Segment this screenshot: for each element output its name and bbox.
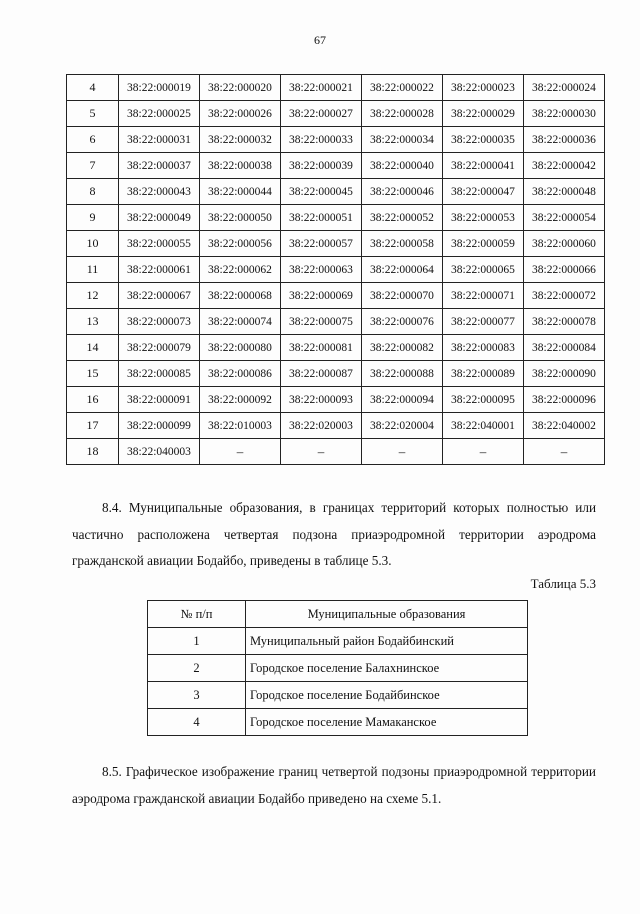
- cadastral-cell: 38:22:000033: [281, 127, 362, 153]
- cadastral-cell: 38:22:000056: [200, 231, 281, 257]
- table-row: [67, 335, 605, 361]
- paragraph-8-4-text: 8.4. Муниципальные образования, в границах территорий которых полностью или частично расположена четвертая подзона приаэродромной территории аэродрома гражданской авиации Бодайбо, приведены в таблице 5.3.: [72, 500, 596, 568]
- table-row: [67, 387, 605, 413]
- table-row: [67, 231, 605, 257]
- cadastral-cell: 38:22:000093: [281, 387, 362, 413]
- municipality-name: Муниципальный район Бодайбинский: [246, 628, 528, 655]
- row-number: 12: [67, 283, 119, 309]
- row-number: 14: [67, 335, 119, 361]
- row-number: 8: [67, 179, 119, 205]
- cadastral-cell: 38:22:000094: [362, 387, 443, 413]
- cadastral-cell: 38:22:040001: [443, 413, 524, 439]
- row-number: 5: [67, 101, 119, 127]
- cadastral-cell: 38:22:000090: [524, 361, 605, 387]
- cadastral-cell: 38:22:000095: [443, 387, 524, 413]
- cadastral-cell: –: [200, 439, 281, 465]
- row-number: 15: [67, 361, 119, 387]
- cadastral-cell: 38:22:000058: [362, 231, 443, 257]
- cadastral-cell: 38:22:000046: [362, 179, 443, 205]
- cadastral-cell: 38:22:000024: [524, 75, 605, 101]
- cadastral-cell: 38:22:000045: [281, 179, 362, 205]
- cadastral-cell: 38:22:000087: [281, 361, 362, 387]
- cadastral-cell: 38:22:000083: [443, 335, 524, 361]
- row-number: 4: [67, 75, 119, 101]
- row-number: 3: [148, 682, 246, 709]
- cadastral-cell: 38:22:000032: [200, 127, 281, 153]
- cadastral-cell: 38:22:000066: [524, 257, 605, 283]
- cadastral-cell: 38:22:000036: [524, 127, 605, 153]
- cadastral-cell: 38:22:000027: [281, 101, 362, 127]
- cadastral-cell: 38:22:000049: [119, 205, 200, 231]
- cadastral-cell: 38:22:000055: [119, 231, 200, 257]
- cadastral-cell: 38:22:000039: [281, 153, 362, 179]
- cadastral-cell: 38:22:000088: [362, 361, 443, 387]
- cadastral-cell: 38:22:000092: [200, 387, 281, 413]
- cadastral-cell: 38:22:000096: [524, 387, 605, 413]
- cadastral-cell: 38:22:020004: [362, 413, 443, 439]
- cadastral-cell: 38:22:000023: [443, 75, 524, 101]
- cadastral-cell: 38:22:000035: [443, 127, 524, 153]
- table-row: [67, 439, 605, 465]
- cadastral-cell: 38:22:000054: [524, 205, 605, 231]
- cadastral-cell: 38:22:000069: [281, 283, 362, 309]
- cadastral-cell: 38:22:040002: [524, 413, 605, 439]
- table-row: [67, 179, 605, 205]
- row-number: 2: [148, 655, 246, 682]
- paragraph-8-4: [72, 495, 596, 575]
- cadastral-cell: 38:22:000089: [443, 361, 524, 387]
- municipality-name: Городское поселение Балахнинское: [246, 655, 528, 682]
- municipalities-table: [147, 600, 528, 736]
- cadastral-cell: 38:22:000038: [200, 153, 281, 179]
- cadastral-cell: 38:22:000060: [524, 231, 605, 257]
- cadastral-cell: 38:22:000077: [443, 309, 524, 335]
- row-number: 4: [148, 709, 246, 736]
- cadastral-cell: 38:22:000030: [524, 101, 605, 127]
- row-number: 6: [67, 127, 119, 153]
- header-number: № п/п: [148, 601, 246, 628]
- table-caption: Таблица 5.3: [530, 576, 596, 591]
- table-row: [67, 127, 605, 153]
- cadastral-cell: 38:22:000062: [200, 257, 281, 283]
- page-number: 67: [314, 33, 326, 47]
- paragraph-8-5: [72, 759, 596, 812]
- municipality-name: Городское поселение Бодайбинское: [246, 682, 528, 709]
- table-row: [148, 655, 528, 682]
- table-row: [67, 309, 605, 335]
- cadastral-cell: 38:22:000051: [281, 205, 362, 231]
- cadastral-cell: 38:22:000025: [119, 101, 200, 127]
- cadastral-cell: 38:22:000020: [200, 75, 281, 101]
- table-row: [148, 682, 528, 709]
- cadastral-table-body: [67, 75, 605, 465]
- table-row: [67, 75, 605, 101]
- cadastral-cell: 38:22:000063: [281, 257, 362, 283]
- table-row: [148, 709, 528, 736]
- cadastral-cell: 38:22:000064: [362, 257, 443, 283]
- cadastral-cell: 38:22:000042: [524, 153, 605, 179]
- table-row: [67, 153, 605, 179]
- cadastral-cell: 38:22:000071: [443, 283, 524, 309]
- cadastral-cell: 38:22:000065: [443, 257, 524, 283]
- row-number: 10: [67, 231, 119, 257]
- cadastral-cell: 38:22:000052: [362, 205, 443, 231]
- cadastral-cell: 38:22:000079: [119, 335, 200, 361]
- cadastral-cell: 38:22:000081: [281, 335, 362, 361]
- cadastral-cell: 38:22:000072: [524, 283, 605, 309]
- row-number: 17: [67, 413, 119, 439]
- municipality-name: Городское поселение Мамаканское: [246, 709, 528, 736]
- cadastral-cell: –: [443, 439, 524, 465]
- cadastral-cell: 38:22:000080: [200, 335, 281, 361]
- cadastral-cell: 38:22:000031: [119, 127, 200, 153]
- row-number: 13: [67, 309, 119, 335]
- cadastral-cell: 38:22:000028: [362, 101, 443, 127]
- table-row: [67, 205, 605, 231]
- table-row: [67, 413, 605, 439]
- cadastral-cell: –: [362, 439, 443, 465]
- cadastral-cell: 38:22:000099: [119, 413, 200, 439]
- cadastral-cell: 38:22:000037: [119, 153, 200, 179]
- table-row: [67, 257, 605, 283]
- cadastral-cell: 38:22:000061: [119, 257, 200, 283]
- row-number: 11: [67, 257, 119, 283]
- cadastral-cell: 38:22:000091: [119, 387, 200, 413]
- table-row: [67, 101, 605, 127]
- cadastral-cell: 38:22:000075: [281, 309, 362, 335]
- row-number: 7: [67, 153, 119, 179]
- row-number: 16: [67, 387, 119, 413]
- cadastral-cell: 38:22:000022: [362, 75, 443, 101]
- paragraph-8-5-text: 8.5. Графическое изображение границ четвертой подзоны приаэродромной территории аэродрома гражданской авиации Бодайбо приведено на схеме 5.1.: [72, 764, 596, 806]
- cadastral-cell: 38:22:000067: [119, 283, 200, 309]
- cadastral-cell: 38:22:000040: [362, 153, 443, 179]
- municipalities-table-body: [148, 628, 528, 736]
- table-row: [148, 628, 528, 655]
- cadastral-cell: 38:22:000085: [119, 361, 200, 387]
- header-municipalities: Муниципальные образования: [246, 601, 528, 628]
- cadastral-cell: 38:22:000082: [362, 335, 443, 361]
- row-number: 18: [67, 439, 119, 465]
- cadastral-cell: 38:22:000074: [200, 309, 281, 335]
- cadastral-cell: 38:22:000086: [200, 361, 281, 387]
- cadastral-cell: 38:22:000084: [524, 335, 605, 361]
- cadastral-cell: 38:22:000047: [443, 179, 524, 205]
- cadastral-cell: 38:22:000068: [200, 283, 281, 309]
- table-row: [67, 361, 605, 387]
- cadastral-cell: 38:22:000073: [119, 309, 200, 335]
- cadastral-cell: 38:22:000029: [443, 101, 524, 127]
- cadastral-cell: 38:22:040003: [119, 439, 200, 465]
- cadastral-table: [66, 74, 605, 465]
- cadastral-cell: 38:22:000048: [524, 179, 605, 205]
- municipalities-header-row: [148, 601, 528, 628]
- cadastral-cell: 38:22:000078: [524, 309, 605, 335]
- cadastral-cell: 38:22:000021: [281, 75, 362, 101]
- cadastral-cell: 38:22:000053: [443, 205, 524, 231]
- cadastral-cell: 38:22:000057: [281, 231, 362, 257]
- cadastral-cell: 38:22:000041: [443, 153, 524, 179]
- cadastral-cell: –: [281, 439, 362, 465]
- row-number: 1: [148, 628, 246, 655]
- cadastral-cell: 38:22:000019: [119, 75, 200, 101]
- table-row: [67, 283, 605, 309]
- cadastral-cell: 38:22:020003: [281, 413, 362, 439]
- cadastral-cell: 38:22:000070: [362, 283, 443, 309]
- cadastral-cell: –: [524, 439, 605, 465]
- cadastral-cell: 38:22:000034: [362, 127, 443, 153]
- cadastral-cell: 38:22:000076: [362, 309, 443, 335]
- cadastral-cell: 38:22:000050: [200, 205, 281, 231]
- cadastral-cell: 38:22:000044: [200, 179, 281, 205]
- cadastral-cell: 38:22:000059: [443, 231, 524, 257]
- cadastral-cell: 38:22:010003: [200, 413, 281, 439]
- row-number: 9: [67, 205, 119, 231]
- cadastral-cell: 38:22:000043: [119, 179, 200, 205]
- cadastral-cell: 38:22:000026: [200, 101, 281, 127]
